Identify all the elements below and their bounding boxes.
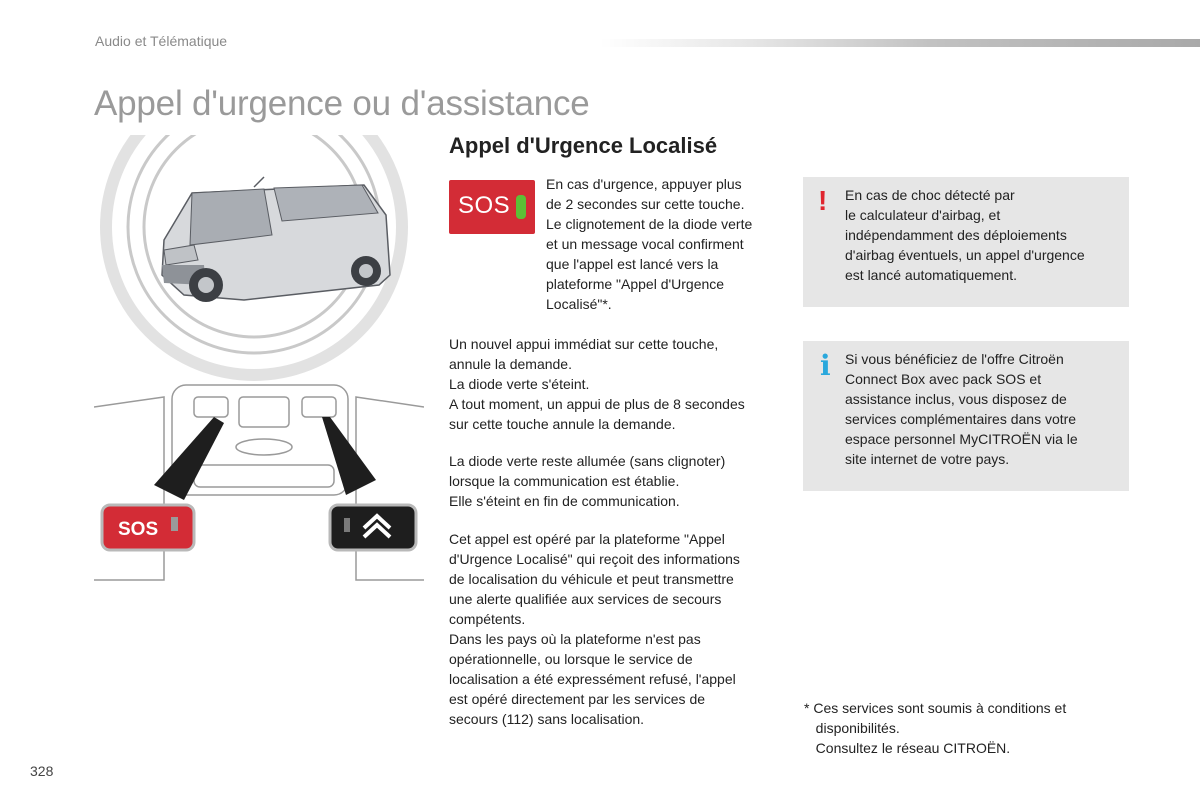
text-line: sur cette touche annule la demande. [449, 416, 676, 432]
text-line: En cas d'urgence, appuyer plus [546, 176, 742, 192]
text-line: Cet appel est opéré par la plateforme "Appel [449, 531, 725, 547]
text-line: et un message vocal confirment [546, 236, 744, 252]
text-line: indépendamment des déploiements [845, 227, 1067, 243]
text-line: annule la demande. [449, 356, 572, 372]
text-line: Un nouvel appui immédiat sur cette touche, [449, 336, 719, 352]
text-line: La diode verte s'éteint. [449, 376, 590, 392]
text-line: Si vous bénéficiez de l'offre Citroën [845, 351, 1064, 367]
text-line: La diode verte reste allumée (sans clignoter) [449, 453, 726, 469]
text-line: localisation a été expressément refusé, l'appel [449, 671, 736, 687]
footnote-line: disponibilités. [804, 720, 900, 736]
text-line: services complémentaires dans votre [845, 411, 1077, 427]
text-line: d'Urgence Localisé" qui reçoit des informations [449, 551, 740, 567]
text-line: secours (112) sans localisation. [449, 711, 645, 727]
van-icon [162, 177, 390, 302]
vehicle-illustration [94, 135, 424, 585]
sos-button [449, 180, 535, 234]
paragraph-cancel [449, 334, 789, 434]
page-title: Appel d'urgence ou d'assistance [94, 84, 590, 123]
exclamation-icon: ! [818, 185, 828, 216]
text-line: opérationnelle, ou lorsque le service de [449, 651, 693, 667]
section-subtitle: Appel d'Urgence Localisé [449, 133, 718, 158]
footnote-line: * Ces services sont soumis à conditions et [804, 700, 1067, 716]
assistance-console-button [330, 505, 416, 550]
text-line: lorsque la communication est établie. [449, 473, 680, 489]
text-line: assistance inclus, vous disposez de [845, 391, 1067, 407]
paragraph-led [449, 451, 789, 511]
intro-text [546, 174, 786, 314]
info-icon: i [820, 349, 831, 382]
text-line: Connect Box avec pack SOS et [845, 371, 1042, 387]
page-number: 328 [30, 763, 54, 779]
info-box [803, 341, 1129, 491]
text-line: compétents. [449, 611, 526, 627]
text-line: le calculateur d'airbag, et [845, 207, 1001, 223]
text-line: une alerte qualifiée aux services de secours [449, 591, 722, 607]
illustration-sos-label: SOS [118, 519, 159, 540]
footnote-line: Consultez le réseau CITROËN. [804, 740, 1011, 756]
text-line: Le clignotement de la diode verte [546, 216, 753, 232]
text-line: que l'appel est lancé vers la [546, 256, 719, 272]
text-line: de localisation du véhicule et peut transmettre [449, 571, 734, 587]
section-label: Audio et Télématique [95, 33, 228, 49]
text-line: Localisé"*. [546, 296, 612, 312]
warning-box [803, 177, 1129, 307]
text-line: espace personnel MyCITROËN via le [845, 431, 1078, 447]
text-line: est lancé automatiquement. [845, 267, 1017, 283]
text-line: d'airbag éventuels, un appel d'urgence [845, 247, 1085, 263]
sos-console-button [102, 505, 194, 550]
text-line: A tout moment, un appui de plus de 8 secondes [449, 396, 745, 412]
text-line: Elle s'éteint en fin de communication. [449, 493, 680, 509]
text-line: de 2 secondes sur cette touche. [546, 196, 745, 212]
paragraph-platform [449, 529, 789, 729]
text-line: est opéré directement par les services de [449, 691, 706, 707]
text-line: En cas de choc détecté par [845, 187, 1015, 203]
text-line: site internet de votre pays. [845, 451, 1010, 467]
header-gradient-bar [600, 39, 1200, 47]
sos-button-label: SOS [458, 192, 511, 219]
text-line: Dans les pays où la plateforme n'est pas [449, 631, 701, 647]
footnote [804, 698, 1104, 758]
green-led-icon [516, 195, 526, 219]
text-line: plateforme "Appel d'Urgence [546, 276, 725, 292]
